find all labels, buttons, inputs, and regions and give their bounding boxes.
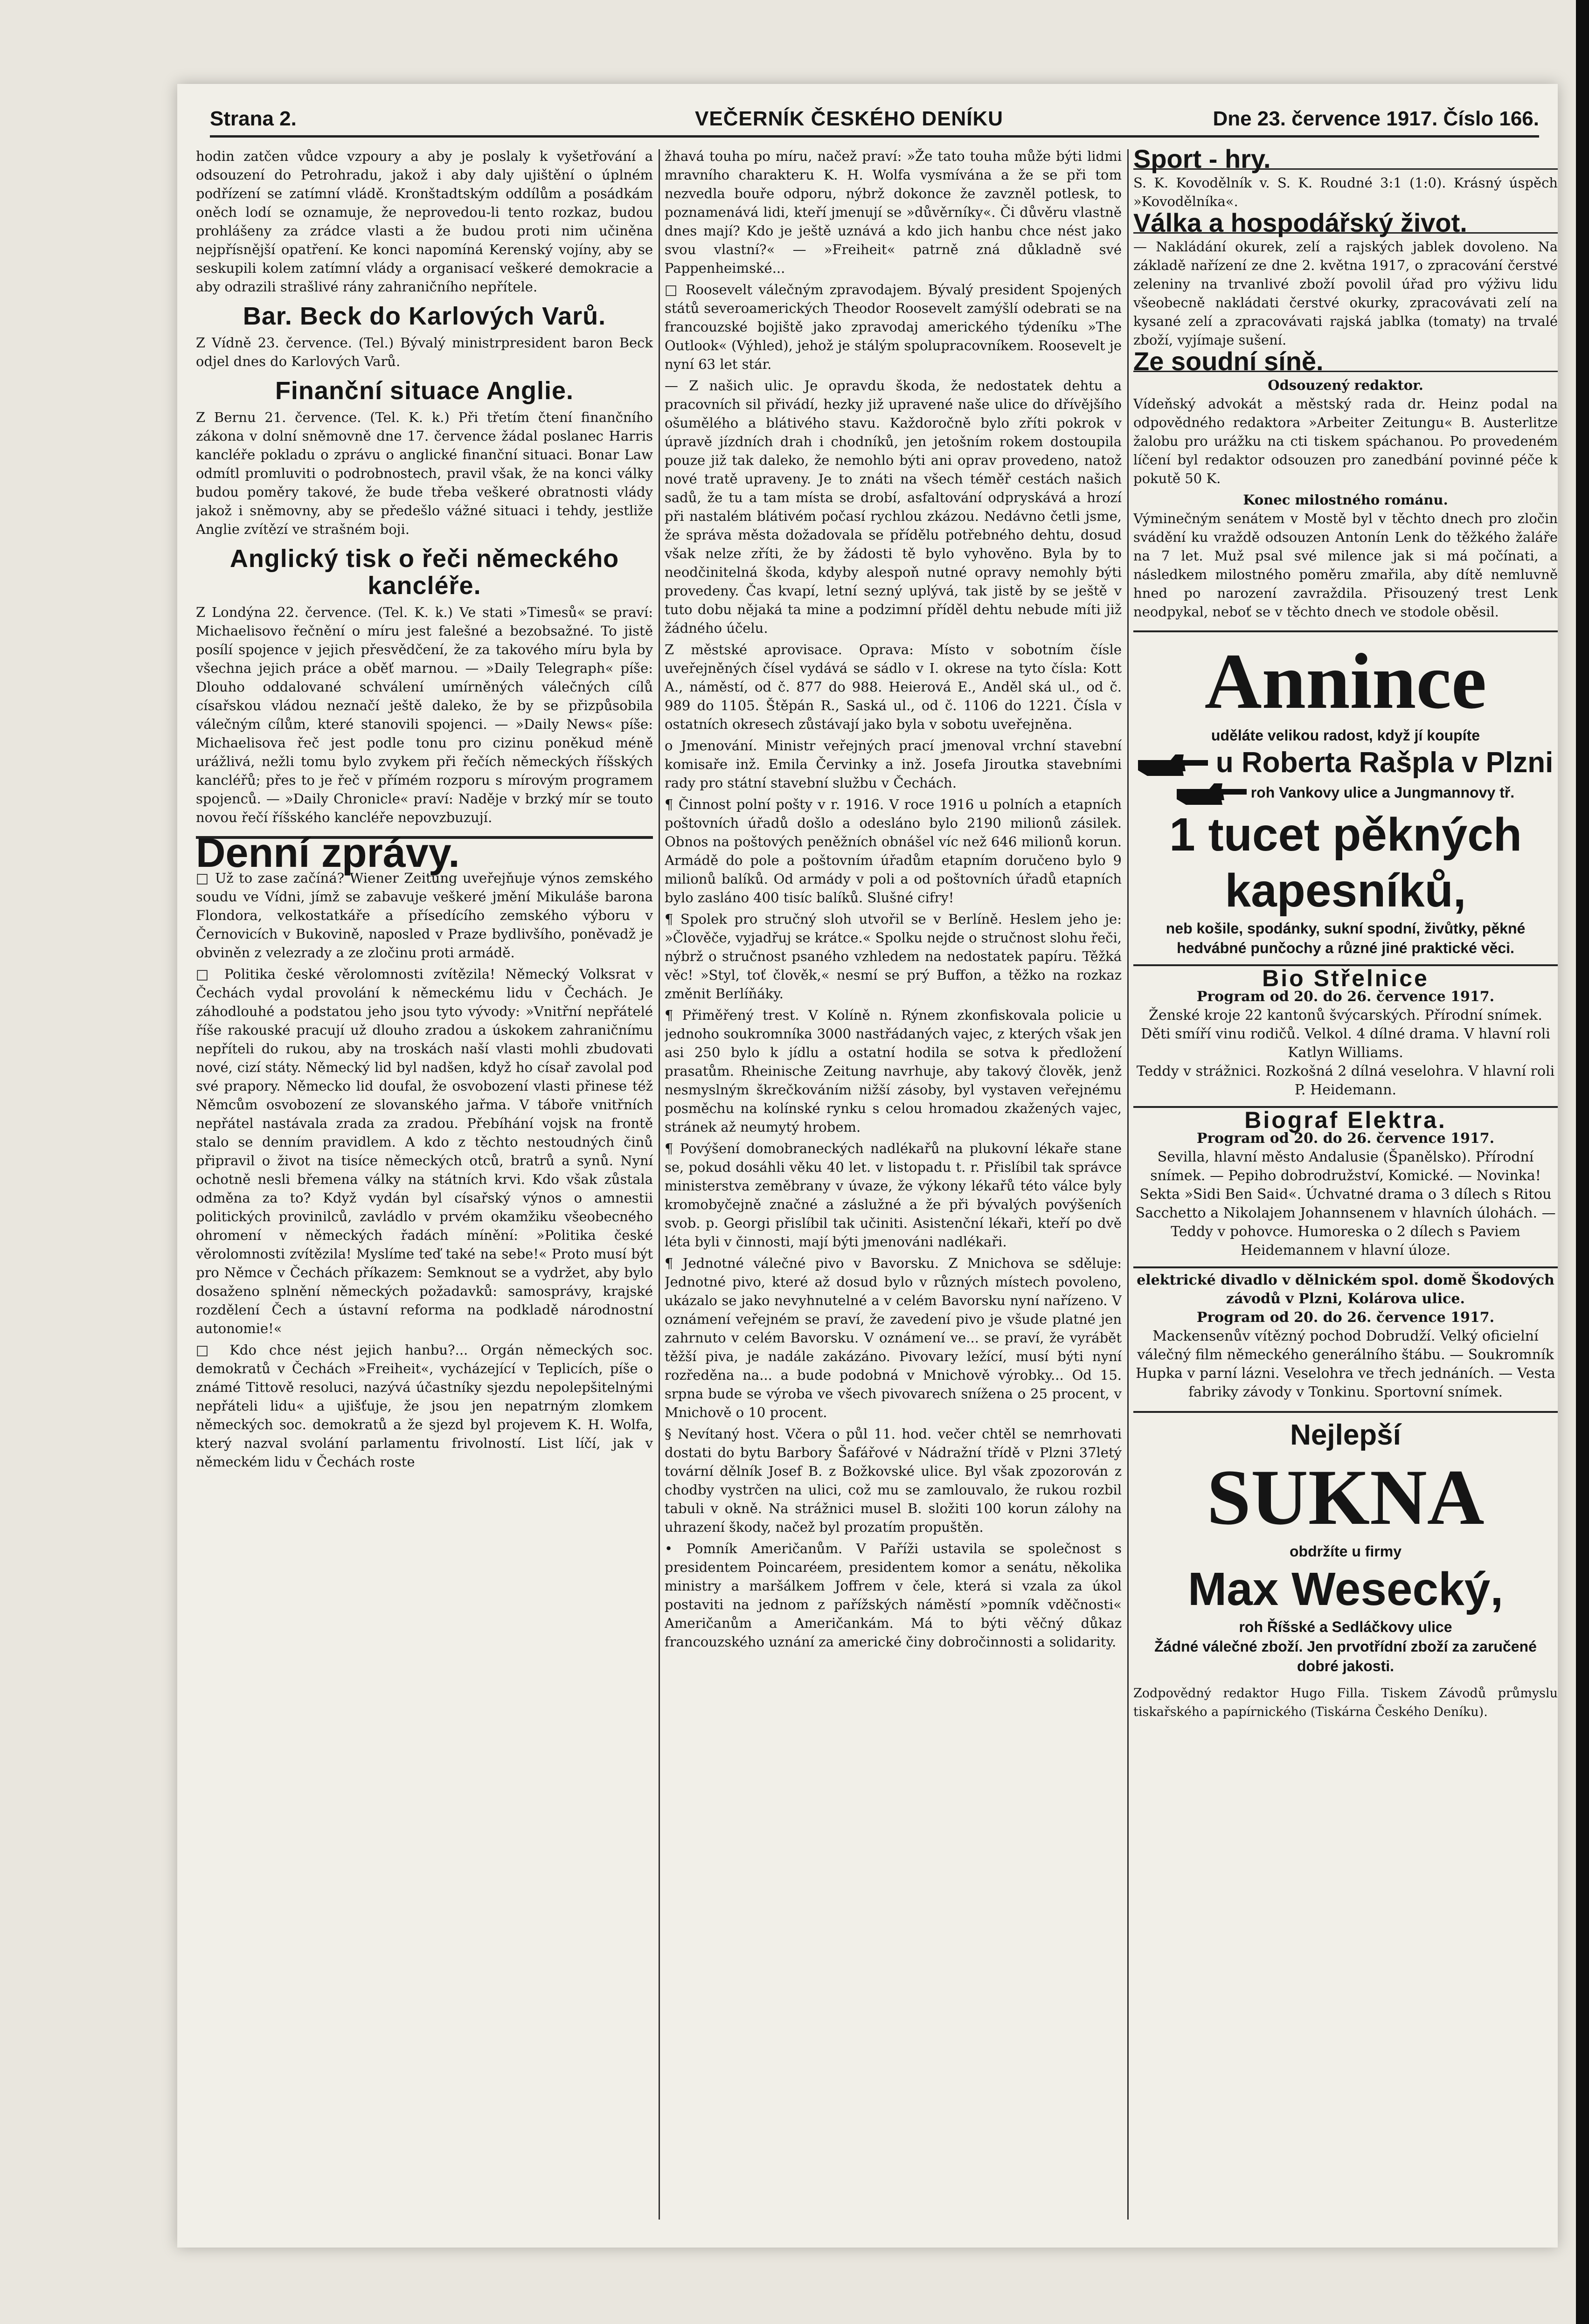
advert-offer-2: kapesníků,: [1225, 865, 1466, 917]
advert-offer: 1 tucet pěkných: [1169, 809, 1522, 861]
column-rule: [659, 149, 660, 2220]
article-roosevelt: □ Roosevelt válečným zpravodajem. Bývalý president Spojených států severoamerických Theodor Roosevelt zamýšlí odebrati se na francouzské bojiště jako zpravodaj amerického týdeníku »The Outlook« (Výhled), jehož je stálým spolupracovníkem. Roosevelt je nyní 63 let stár.: [665, 282, 1122, 372]
article-style-club: ¶ Spolek pro stručný sloh utvořil se v Berlíně. Heslem jeho je: »Člověče, vyjadřuj se krátce.« Spolku nejde o stručnost slohu řeči, nýbrž o stručnost psaného vzhledem na nedostatek papíru. Těžká věc! »Styl, toť člověk,« nesmí se prý Buffon, a těžko na rozkaz změnit Berlíňáky.: [665, 911, 1122, 1002]
newspaper-page: [177, 84, 1558, 2248]
cinema-item: Děti smíří vinu rodičů. Velkol. 4 dílné drama. V hlavní roli Katlyn Williams.: [1141, 1026, 1550, 1061]
article-sport: S. K. Kovodělník v. S. K. Roudné 3:1 (1:0). Krásný úspěch »Kovodělníka«.: [1133, 175, 1558, 209]
cinema-title: elektrické divadlo v dělnickém spol. domě Škodových závodů v Plzni, Kolárova ulice.: [1137, 1272, 1554, 1307]
advert-firm-intro: obdržíte u firmy: [1289, 1543, 1402, 1560]
advert-firm-name: Max Wesecký,: [1187, 1563, 1504, 1615]
cinema-program: Program od 20. do 26. července 1917.: [1196, 989, 1495, 1005]
headline-finance-england: Finanční situace Anglie.: [275, 377, 574, 405]
advert-firm-address: roh Říšské a Sedláčkovy ulice: [1239, 1618, 1452, 1635]
advert-best: Nejlepší: [1290, 1419, 1401, 1451]
article-beck: Z Vídně 23. července. (Tel.) Bývalý ministrpresident baron Beck odjel dnes do Karlových Varů.: [196, 335, 653, 369]
article-freiheit: □ Kdo chce nést jejich hanbu?... Orgán německých soc. demokratů v Čechách »Freiheit«, vycházející v Teplicích, píše o známé Tittově resoluci, nazývá účastníky sjezdu nepolepšitelnými nepřáteli lidu« a ujišťuje, že jsou jen nepatrným zlomkem německých soc. demokratů a že sjezd byl projevem K. H. Wolfa, který nazval svolání parlamentu frivolností. List líčí, jak v německém lidu v Čechách roste: [196, 1342, 653, 1470]
advert-address: roh Vankovy ulice a Jungmannovy tř.: [1133, 781, 1558, 807]
article-appointment: o Jmenování. Ministr veřejných prací jmenoval vrchní stavební komisaře inž. Emila Červinky a inž. Josefa Jiroutka stavebními rady pro státní stavební službu v Čechách.: [665, 738, 1122, 791]
cinema-elektra: [1133, 1106, 1558, 1260]
article-provisioning: Z městské aprovisace. Oprava: Místo v sobotním čísle uveřejněných čísel vydává se sádlo v I. okrese na tyto čísla: Kott A., náměstí, od č. 877 do 988. Heierová E., Anděl ská ul., od č. 989 do 1105. Štěpán R., Saská ul., od č. 1106 do 1221. Čísla v ostatních okresech zůstávají jako byla v sobotu uveřejněna.: [665, 642, 1122, 732]
article-monument: • Pomník Američanům. V Paříži ustavila se společnost s presidentem Poincaréem, presidentem komor a senátu, několika ministry a maršálkem Joffrem v čele, která si vzala za úkol postaviti na jednom z pařížských náměstí »pomník vděčnosti« Američanům a Američankám. Má to býti věčný důkaz francouzského uznání za americké činy dobročinnosti a solidarity.: [665, 1541, 1122, 1650]
article-flondor: □ Už to zase začíná? Wiener Zeitung uveřejňuje výnos zemského soudu ve Vídni, jímž se zabavuje veškeré jmění Mikuláše barona Flondora, velkostatkáře a přísedícího zemského výboru v Černovicích v Bukovině, naposled v Praze bydlivšího, poněvadž je obviněn z velezrady a ze zločinu proti armádě.: [196, 870, 653, 961]
page-number: Strana 2.: [210, 107, 297, 130]
article-kronstadt: hodin zatčen vůdce vzpoury a aby je poslaly k vyšetřování a odsouzení do Petrohradu, jakož i aby daly ujištění o úplném podřízení se zatímní vládě. Kronštadtským oddílům a posádkám oněch lodí se oznamuje, že neprovedou-li tento rozkaz, budou prohlášeny za zrádce vlasti a že budou proti nim učiněna nejpřísnější opatření. Ke konci napomíná Kerenský vojíny, aby se seskupili kolem zatímní vlády a organisací veškeré demokracie a aby odrazili strašlivé rány zahraničního nepřítele.: [196, 148, 653, 295]
article-editor: Vídeňský advokát a městský rada dr. Heinz podal na odpovědného redaktora »Arbeiter Zeitungu« B. Austerlitze žalobu pro urážku na cti tiskem spáchanou. Po provedeném líčení byl redaktor odsouzen pro zanedbání povinné péče k pokutě 50 K.: [1133, 396, 1558, 486]
column-left: [196, 147, 653, 2229]
section-daily-news: Denní zprávy.: [196, 836, 653, 862]
article-pickles: — Nakládání okurek, zelí a rajských jablek dovoleno. Na základě nařízení ze dne 2. května 1917, o zpracování čerstvé zeleniny na trvanlivé zboží povolil úřad pro výživu lidu všeobecně nakládati čerstvé okurky, zpracovávati zelí na kysané zelí a zpracovávati rajská jablka (tomaty) na trvalé zboží, vyjímaje sušení.: [1133, 239, 1558, 348]
cinema-skoda: [1133, 1266, 1558, 1402]
issue-date: Dne 23. července 1917. Číslo 166.: [1213, 107, 1539, 130]
cinema-title: Biograf Elektra.: [1244, 1107, 1447, 1133]
subhead-love: Konec milostného románu.: [1243, 492, 1448, 508]
cinema-program: Program od 20. do 26. července 1917.: [1196, 1309, 1495, 1326]
advert-shop-name: u Roberta Rašpla v Plzni: [1133, 745, 1558, 781]
article-unwelcome-guest: § Nevítaný host. Včera o půl 11. hod. večer chtěl se nemrhovati dostati do bytu Barbory Šafářové v Nádražní třídě v Plzni 37letý tovární dělník Josef B. z Božkovské ulice. Byl však zpozorován z chodby vystrčen na ulici, což mu se zamlouvalo, že rukou rozbil tabuli v okně. Na strážnici musel B. složiti 100 korun zálohy na uhrazení škody, načež byl prozatím propuštěn.: [665, 1426, 1122, 1535]
article-bavarian-beer: ¶ Jednotné válečné pivo v Bavorsku. Z Mnichova se sděluje: Jednotné pivo, které až dosud bylo v různých místech povoleno, ukázalo se jako nevyhnutelné a v celém Bavorsku nyní nařízeno. V oznámení veřejném se praví, že zavedení pivo je všude platné jen zahrnuto v celém Bavorsku. V oznámení ve... se praví, že vyrábět těžší piva, je nadále zakázáno. Pivovary ležící, musí býti nyní rozředěna na... a bude podobná v Mnichově výrobky... Od 15. srpna bude se výroba ve všech pivovarech snížena o 25 procent, v Mnichově o 10 procent.: [665, 1255, 1122, 1420]
cinema-strelnice: [1133, 964, 1558, 1100]
pointing-hand-icon: [1138, 752, 1208, 778]
article-english-press: Z Londýna 22. července. (Tel. K. k.) Ve stati »Timesů« se praví: Michaelisovo řečnění o míru jest falešné a bezobsažné. To jistě posílí spojence v jejich přesvědčení, že za takového míru byla by všechna jejich práce a oběť marnou. — »Daily Telegraph« píše: Dlouho oddalované schválení umírněných válečných cílů císařskou vládou neznačí ještě daleko, že by se přizpůsobila válečným cílům, které stanovili spojenci. — »Daily News« píše: Michaelisova řeč jest podle tonu pro cizinu poněkud méně urážlivá, nežli tomu bylo zvykem při řečích německých říšských kancléřů; přes to je řeč v přímém rozporu s mírovým programem spojenců. — »Daily Chronicle« praví: Naděje v brzký mír se touto novou řečí říšského kancléře nepovzbuzují.: [196, 604, 653, 825]
article-love: Výminečným senátem v Mostě byl v těchto dnech pro zločin svádění ku vraždě odsouzen Antonín Lenk do těžkého žaláře na 7 let. Muž psal své milence jak si má počínati, a následkem milostného poměru zmařila, aby dítě nemluvně hned po narození zavraždila. Přisouzený trest Lenk neodpykal, neboť se v těchto dnech ve stodole oběsil.: [1133, 511, 1558, 620]
article-finance-england: Z Bernu 21. července. (Tel. K. k.) Při třetím čtení finančního zákona v dolní sněmovně dne 17. července žádal poslanec Harris kancléře pokladu o zprávu o anglické finanční situaci. Bonar Law odmítl promluviti o podrobnostech, pravil však, že na konci války budou poměry takové, že bude třeba veškeré obratnosti vlády jakož i sněmovny, aby se předešlo vážné situaci i tehdy, jestliže Anglie zvítězí ve strašném boji.: [196, 409, 653, 537]
article-streets: — Z našich ulic. Je opravdu škoda, že nedostatek dehtu a pracovních sil přivádí, hezky již upravené naše ulice do dřívějšího ošumělého a blátivého stavu. Každoročně bylo zříti pokrok v úpravě jízdních drah i chodníků, jen jetošním rokem dostoupila pouze již tak daleko, že nemohlo býti ani oprav provedeno, natož nové tratě upraveny. Je to znáti na všech téměř cestách našich sadů, že tu a tam místa se drobí, asfaltování odpryskává a hrozí při nastalém blátivém počasí rychlou zkázou. Nedávno četli jsme, že správa města dožadovala se přídělu potřebného dehtu, dosud však nelze zříti, že by žádosti tě bylo vyhověno. Byla by to neodčinitelná škoda, kdyby alespoň nutné opravy nemohly býti provedeny. Čas kvapí, letní sezný uplývá, tak jistě by se ještě v tuto dobu nějaká ta mine a podzimní příděl dehtu nebude míti již žádného účelu.: [665, 378, 1122, 636]
cinema-item: Ženské kroje 22 kantonů švýcarských. Přírodní snímek.: [1149, 1007, 1542, 1024]
section-court: Ze soudní síně.: [1133, 352, 1558, 372]
advert-wesecky: [1133, 1411, 1558, 1676]
cinema-item: Mackensenův vítězný pochod Dobrudží. Velký oficielní válečný film německého generálního štábu. — Soukromník Hupka v parní lázni. Veselohra ve třech jednáních. — Vesta fabriky závody v Tonkinu. Sportovní snímek.: [1136, 1328, 1555, 1400]
article-freiheit-cont: žhavá touha po míru, načež praví: »Že tato touha může býti lidmi mravního charakteru K. H. Wolfa vysmívána a že se při tom nezvedla bouře odporu, nýbrž dokonce že zavzněl potlesk, to poznamenává lidi, kteří jmenují se »důvěrníky«. Či důvěru vlastně dnes mají? Kdo je ještě uznává a kdo jich hanbu chce nést jako svou vlastní?« — »Freiheit« patrně zná důkladně své Pappenheimské...: [665, 148, 1122, 276]
advert-annince-title: Annince: [1204, 637, 1487, 725]
headline-beck: Bar. Beck do Karlových Varů.: [243, 302, 606, 330]
subhead-editor: Odsouzený redaktor.: [1268, 377, 1423, 393]
advert-quality: Žádné válečné zboží. Jen prvotřídní zboží za zaručené dobré jakosti.: [1154, 1638, 1537, 1674]
cinema-item: Teddy v strážnici. Rozkošná 2 dílná veselohra. V hlavní roli P. Heidemann.: [1136, 1063, 1555, 1098]
article-volksrat: □ Politika české věrolomnosti zvítězila! Německý Volksrat v Čechách vydal provolání k německému lidu v Čechách. Je záhodlouhé a podstatou jeho jsou tyto vývody: »Vnitřní nepřátelé říše rakouské pracují už dlouho zradou a úskokem zahraničnímu nepříteli do rukou, aby na troskách naší vlasti mohli zbudovati nové, cizí státy. Německý lid byl nadšen, když ho císař zavolal pod své prapory. Německo lid doufal, že osvobození vlasti přinese též Němcům osvobození ze slovanského jařma. V táboře vnitřních nepřátel nastávala zrada za zradou. Přebíhání vojsk na frontě stalo se denním pravidlem. A kdo z těchto nestoudných činů připravil o život na tisíce německých otců, bratrů a synů. Nyní ochotně nesli břemena války na státních krvi. Kdo však zůstala odměna za to? Když vydán byl císařský výnos o amnestii politických provinilců, zavládlo v prvém okamžiku všeobecného ohromení v německých řadách mínění: »Politika české věrolomnosti zvítězila! Myslíme teď také na sebe!« Proto musí být pro Němce v Čechách příkazem: Semknout se a vydržet, aby bylo dosaženo splnění německých požadavků: samosprávy, krajské rozdělení Čech a ústavní reforma na podkladě národnostní autonomie!«: [196, 966, 653, 1336]
section-war-economy: Válka a hospodářský život.: [1133, 214, 1558, 234]
headline-english-press: Anglický tisk o řeči německého kancléře.: [229, 545, 619, 600]
scan-edge: [1576, 0, 1589, 2324]
column-rule: [1127, 149, 1129, 2220]
column-middle: [665, 147, 1122, 2229]
pointing-hand-icon: [1177, 781, 1247, 807]
article-doctors: ¶ Povýšení domobraneckých nadlékařů na plukovní lékaře stane se, pokud dosáhli věku 40 let. v listopadu t. r. Přislíbil tak správce ministerstva zeměbrany v úvaze, že výkony lékařů této válce byly kromobyčejně značné a záslužné a že při bývalých povýšeních svob. p. Georgi přislíbil tak učiniti. Asistenční lékaři, kteří po dvě léta byli v činnosti, mají býti jmenováni nadlékaři.: [665, 1141, 1122, 1250]
cinema-title: Bio Střelnice: [1262, 965, 1429, 991]
newspaper-title: VEČERNÍK ČESKÉHO DENÍKU: [695, 107, 1004, 130]
column-right: [1133, 147, 1558, 2229]
page-header: [210, 107, 1539, 138]
advert-sukna: SUKNA: [1207, 1453, 1485, 1541]
cinema-item: Sevilla, hlavní město Andalusie (Španělsko). Přírodní snímek. — Pepiho dobrodružství, Komické. — Novinka! Sekta »Sidi Ben Said«. Úchvatné drama o 3 dílech s Ritou Sacchetto a Nikolajem Johannsenem v hlavních úlohách. — Teddy v pohovce. Humoreska o 2 dílech s Paviem Heidemannem v hlavní úloze.: [1135, 1149, 1556, 1259]
advert-rasple: [1133, 630, 1558, 958]
cinema-program: Program od 20. do 26. července 1917.: [1196, 1130, 1495, 1147]
advert-items: neb košile, spodánky, sukní spodní, živůtky, pěkné hedvábné punčochy a různé jiné praktické věci.: [1166, 920, 1526, 956]
article-field-post: ¶ Činnost polní pošty v r. 1916. V roce 1916 u polních a etapních poštovních úřadů došlo a odesláno bylo 2190 milionů zásilek. Obnos na poštových peněžních obnášel víc než 646 milionů korun. Armádě do pole a poštovním úřadům etapním doručeno bylo 9 milionů balíků. Od armády v poli a od poštovních úřadů etapních bylo zasláno 400 tisíc balíků. Slušné cifry!: [665, 796, 1122, 906]
imprint: Zodpovědný redaktor Hugo Filla. Tiskem Závodů průmyslu tiskařského a papírnického (Tiskárna Českého Deníku).: [1133, 1686, 1558, 1719]
section-sport: Sport - hry.: [1133, 150, 1558, 170]
advert-line: uděláte velikou radost, když jí koupíte: [1211, 727, 1480, 744]
article-punishment: ¶ Přiměřený trest. V Kolíně n. Rýnem zkonfiskovala policie u jednoho soukromníka 3000 nastřádaných vajec, z kterých však jen asi 250 bylo k jídlu a ostatní hodila se sotva k předložení prasatům. Rheinische Zeitung navrhuje, aby takový člověk, jenž nesmyslným škrečkováním nižší zásoby, byl vystaven veřejnému posměchu na kolínské rynku s celou hromadou zkažených vajec, stránek až neumytý hrobem.: [665, 1007, 1122, 1135]
